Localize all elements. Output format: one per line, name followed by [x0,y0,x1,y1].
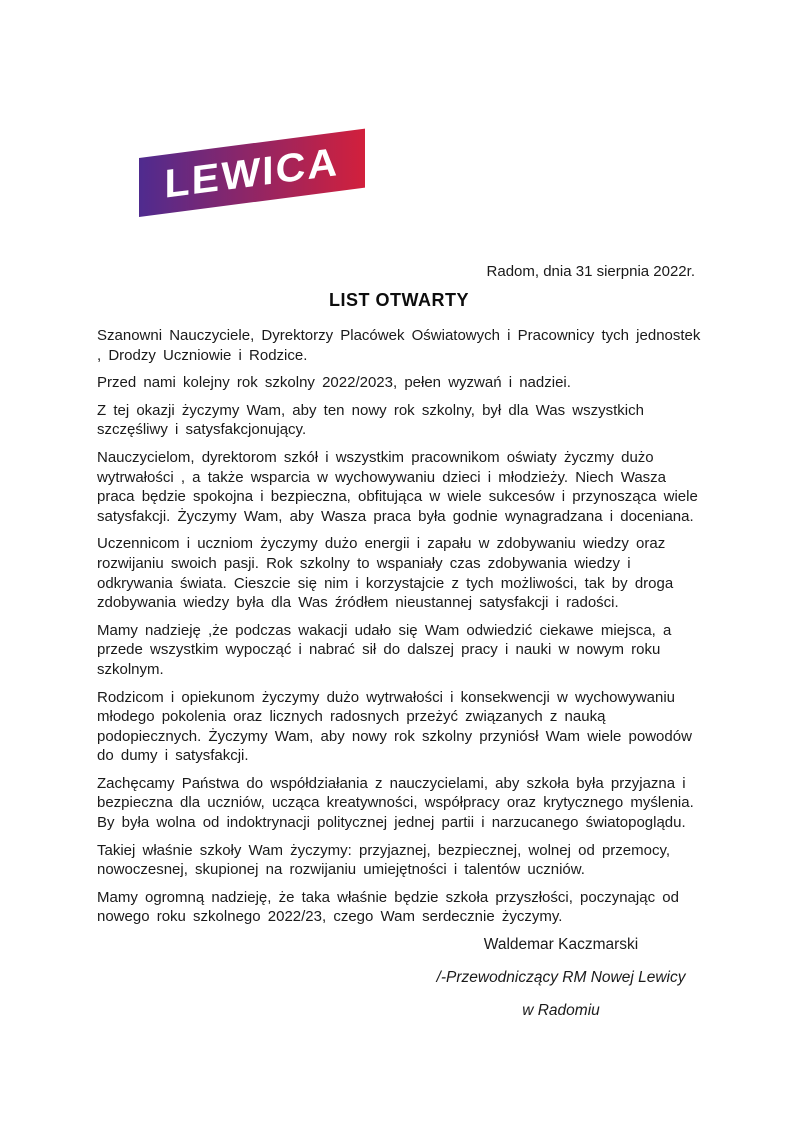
paragraph-cooperation: Zachęcamy Państwa do współdziałania z nauczycielami, aby szkoła była przyjazna i bezpieczna dla uczniów, ucząca kreatywności, współpracy oraz krytycznego myślenia. By była wolna od indoktrynacji politycznej jednej partii i narzucanego światopoglądu. [97,774,694,832]
paragraph-wishes-teachers: Nauczycielom, dyrektorom szkół i wszystkim pracownikom oświaty życzmy dużo wytrwałości , a także wsparcia w wychowywaniu dzieci i młodzieży. Niech Wasza praca będzie spokojna i bezpieczna, obfitująca w wiele sukcesów i przynosząca wiele satysfakcji. Życzymy Wam, aby Wasza praca była godnie wynagradzana i doceniana. [97,448,698,525]
paragraph-wishes-all: Z tej okazji życzymy Wam, aby ten nowy rok szkolny, był dla Was wszystkich szczęśliwy i satysfakcjonujący. [97,401,644,439]
paragraph-wishes-students: Uczennicom i uczniom życzymy dużo energii i zapału w zdobywaniu wiedzy oraz rozwijaniu swoich pasji. Rok szkolny to wspaniały czas zdobywania wiedzy i odkrywania świata. Cieszcie się nim i korzystajcie z tych możliwości, tak by droga zdobywania wiedzy była dla Was źródłem nieustannej satysfakcji i radości. [97,535,674,612]
lewica-logo-text: LEWICA [164,139,340,207]
lewica-logo [139,129,365,217]
paragraph-school-vision: Takiej właśnie szkoły Wam życzymy: przyjaznej, bezpiecznej, wolnej od przemocy, nowoczesnej, skupionej na rozwijaniu umiejętności i talentów uczniów. [97,841,671,879]
signature-location: w Radomiu [522,1002,600,1020]
paragraph-wishes-parents: Rodzicom i opiekunom życzymy dużo wytrwałości i konsekwencji w wychowywaniu młodego pokolenia oraz licznych radosnych przeżyć związanych z nauką podopiecznych. Życzymy Wam, aby nowy rok szkolny przyniósł Wam wiele powodów do dumy i satysfakcji. [97,688,692,765]
paragraph-holidays: Mamy nadzieję ,że podczas wakacji udało się Wam odwiedzić ciekawe miejsca, a przede wszystkim wypocząć i nabrać sił do dalszej pracy i nauki w nowym roku szkolnym. [97,621,672,678]
letter-title: LIST OTWARTY [329,290,469,310]
date-line: Radom, dnia 31 sierpnia 2022r. [486,263,695,280]
signature-name: Waldemar Kaczmarski [483,936,639,954]
paragraph-new-school-year: Przed nami kolejny rok szkolny 2022/2023, pełen wyzwań i nadziei. [97,374,571,392]
signature-block [421,935,701,1020]
paragraph-closing-hope: Mamy ogromną nadzieję, że taka właśnie będzie szkoła przyszłości, poczynając od nowego roku szkolnego 2022/23, czego Wam serdecznie życzymy. [97,888,679,926]
signature-role: /-Przewodniczący RM Nowej Lewicy [436,969,686,987]
letter-body [97,262,701,1034]
paragraph-salutation: Szanowni Nauczyciele, Dyrektorzy Placówek Oświatowych i Pracownicy tych jednostek , Drodzy Uczniowie i Rodzice. [97,327,701,364]
